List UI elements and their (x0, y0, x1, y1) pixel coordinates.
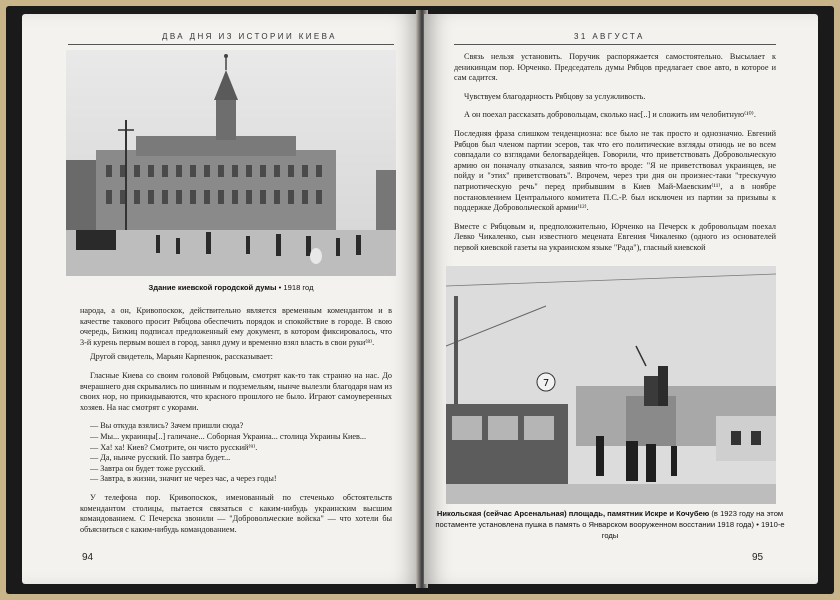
paragraph: А он поехал рассказать добровольцам, сколько нас[..] и сложить им челобитную⁽¹⁰⁾. (464, 110, 756, 120)
paragraph: народа, а он, Кривопоскок, действительно является временным комендантом и в качестве такового просит Рябцова обеспечить порядок и спокойствие в городе. В свою очередь, Бизкиц подписал предложенный ему документ, в котором фиксировалось, что 3-й курень первым вошел в город, занял думу и временно взял власть в свои руки⁽⁸⁾. (80, 306, 392, 347)
right-body-text (454, 52, 776, 258)
paragraph: Другой свидетель, Марьян Карпенюк, рассказывает: (90, 352, 273, 362)
right-page (424, 14, 818, 584)
left-page-number: 94 (82, 552, 94, 563)
caption-text: (в 1923 году на этом постаменте установлена пушка в память о Январском вооруженном восстании 1918 года) (435, 509, 784, 529)
nikolskaya-square-photo (446, 266, 776, 504)
duma-photo-drawing (66, 50, 396, 276)
paragraph: Чувствуем благодарность Рябцову за услужливость. (464, 91, 646, 101)
left-running-head: ДВА ДНЯ ИЗ ИСТОРИИ КИЕВА (162, 32, 337, 41)
dialogue-line: — Завтра, в жизни, значит не через час, а через годы! (90, 474, 277, 484)
square-photo-caption (434, 508, 786, 541)
caption-separator: • (278, 283, 282, 292)
right-running-head: 31 АВГУСТА (574, 32, 645, 41)
caption-year: 1910-е годы (601, 520, 785, 540)
tram-route-number: 7 (542, 378, 550, 389)
paragraph: Последняя фраза слишком тенденциозна: все было не так просто и однозначно. Евгений Рябцов был членом партии эсеров, так что его политические взгляды отнюдь не во всем совпадали со взглядами белогвардейцев. Говорили, что приветствовать Добровольческую армию он поначалу отказался, заявив что-то вроде: "Я не приветствовал украинцев, не пойду и "этих" приветствовать". Впрочем, через три дня он произнес-таки "трескучую патриотическую речь" перед прибывшим в Киев Май-Маевским⁽¹¹⁾, а в ноябре постановлением Центрального комитета П.С.-Р. был исключен из партии за призывы к поддержке Добровольческой армии⁽¹²⁾. (454, 128, 776, 213)
square-photo-drawing (446, 266, 776, 504)
left-body-text (80, 306, 392, 539)
caption-title: Никольская (сейчас Арсенальная) площадь, памятник Искре и Кочубею (436, 509, 710, 518)
dialogue-line: — Да, нынче русский. По завтра будет... (90, 453, 231, 463)
duma-building-photo (66, 50, 396, 276)
dialogue-line: — Завтра он будет тоже русский. (90, 463, 206, 473)
paragraph: Связь нельзя установить. Поручик распоряжается самостоятельно. Высылает к деникинцам пор. Юрченко. Председатель думы Рябцов предлагает свое авто, в которое и сам садится. (454, 52, 776, 83)
dialogue-line: — Ха! ха! Киев? Смотрите, он чисто русский⁽⁹⁾. (90, 442, 258, 452)
dialogue-line: — Мы... украинцы[..] галичане... Соборная Украина... столица Украины Киев... (90, 431, 367, 441)
caption-title: Здание киевской городской думы (148, 283, 277, 292)
paragraph: Гласные Киева со своим головой Рябцовым, смотрят как-то так странно на нас. До вчерашнего дня скрывались по шинным и подземельям, нынче вылезли благодаря нам из своих нор, но прикидываются, что красного прошлого не было. Играют самоуверенных хозяев. На нас смотрят с укорами. (80, 370, 392, 412)
right-page-number: 95 (752, 552, 764, 563)
left-header-rule (68, 44, 394, 45)
dialogue-line: — Вы откуда взялись? Зачем пришли сюда? (90, 421, 244, 431)
paragraph: Вместе с Рябцовым и, предположительно, Юрченко на Печерск к добровольцам поехал Левко Чикаленко, сын известного мецената Евгения Чикаленко (одного из основателей первой киевской газеты на украинском языке "Рада"), гласный киевской (454, 221, 776, 252)
left-page (22, 14, 420, 584)
duma-photo-caption (66, 282, 396, 293)
right-header-rule (454, 44, 776, 45)
caption-separator: • (756, 520, 759, 529)
paragraph: У телефона пор. Кривопоскок, именованный по стеченько обстоятельств комендантом столицы, пытается связаться с каким-нибудь украинским высшим командованием. С Печерска звонили — "Добровольческие войска" — что хотели бы объясниться с каким-нибудь командованием. (80, 492, 392, 534)
caption-year: 1918 год (283, 283, 314, 292)
